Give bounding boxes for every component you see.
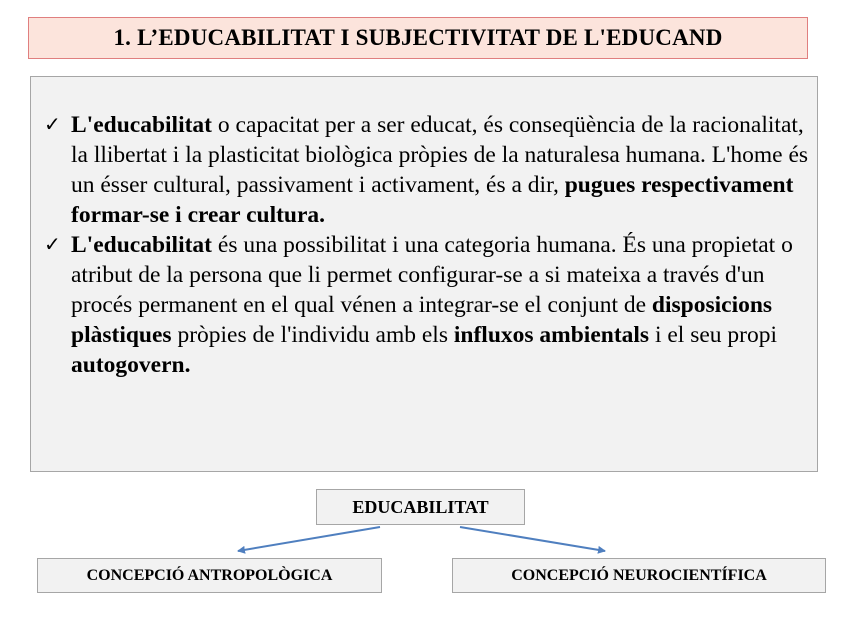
slide-title: 1. L’EDUCABILITAT I SUBJECTIVITAT DE L'EDUCAND (28, 17, 808, 59)
node-concepcio-antropologica: CONCEPCIÓ ANTROPOLÒGICA (37, 558, 382, 593)
bullet-text: i el seu propi (649, 322, 777, 348)
bullet-text: és una possibilitat i una categoria humana. És una propietat o atribut de la persona que li permet configurar-se a si mateixa a través d'un procés permanent en el qual vénen a integrar-se el conjunt de (71, 232, 793, 318)
bullet-text: L'educabilitat (71, 232, 213, 258)
bullet-text: pròpies de l'individu amb els (171, 322, 454, 348)
bullet-text: L'educabilitat (71, 112, 213, 138)
bullet-text: o capacitat per a ser educat, és conseqüència de la racionalitat, la llibertat i la plasticitat biològica pròpies de la naturalesa humana. L'home és un ésser cultural, passivament i activament, és a dir, (71, 112, 809, 198)
bullet-text: pugues respectivament formar-se i crear cultura. (71, 172, 794, 228)
arrow-to-right (460, 527, 605, 551)
node-concepcio-neurocientifica: CONCEPCIÓ NEUROCIENTÍFICA (452, 558, 826, 593)
checkmark-icon: ✓ (44, 114, 61, 136)
bullet-text: disposicions plàstiques (71, 292, 773, 348)
node-educabilitat: EDUCABILITAT (316, 489, 525, 525)
bullet-text: influxos ambientals (453, 322, 650, 348)
checkmark-icon: ✓ (44, 234, 61, 256)
bullet-text: autogovern. (71, 352, 191, 378)
arrow-to-left (238, 527, 380, 551)
